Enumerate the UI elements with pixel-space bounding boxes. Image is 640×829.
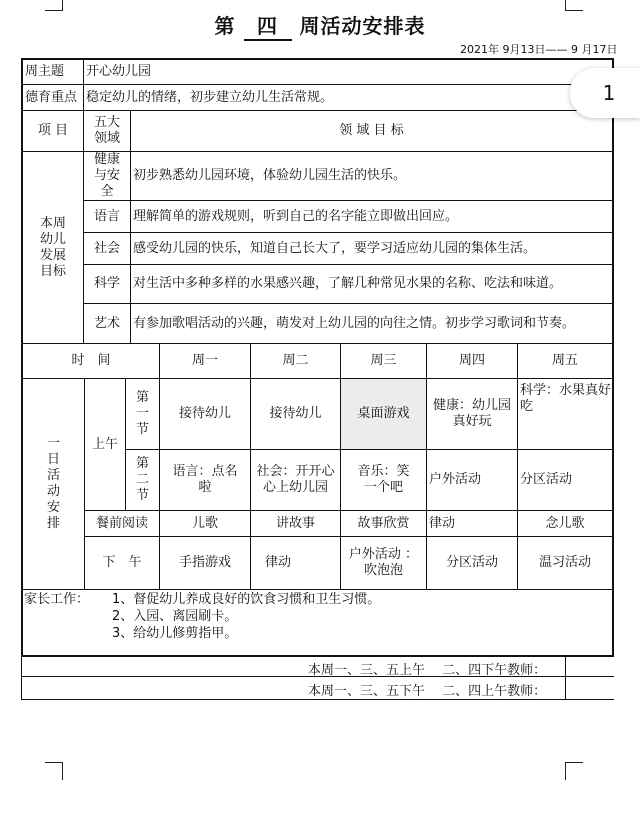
goal-area: 健康与安全	[93, 152, 120, 199]
moral-value: 稳定幼儿的情绪，初步建立幼儿生活常规。	[86, 89, 334, 105]
parents-work-item: 3、给幼儿修剪指甲。	[112, 626, 238, 641]
morning-label: 上午	[91, 436, 118, 452]
session2-cell: 户外活动	[429, 472, 482, 487]
reading-label: 餐前阅读	[95, 515, 148, 531]
goal-text: 初步熟悉幼儿园环境，体验幼儿园生活的快乐。	[133, 168, 407, 183]
crop-mark	[45, 762, 63, 763]
session1-cell: 科学：水果真好吃	[520, 383, 612, 414]
page-number-badge[interactable]: 1	[570, 68, 640, 118]
afternoon-cell: 温习活动	[538, 555, 591, 570]
date-range: 2021年 9月13日—— 9 月17日	[460, 43, 618, 56]
goal-area: 科学	[93, 276, 120, 291]
goal-text: 对生活中多种多样的水果感兴趣，了解几种常见水果的名称、吃法和味道。	[133, 276, 563, 291]
session1-label: 第一节	[136, 390, 150, 437]
reading-cell: 律动	[429, 515, 456, 531]
title-suffix: 周活动安排表	[299, 14, 426, 38]
day-header: 周四	[458, 353, 485, 368]
goal-area: 艺术	[93, 315, 120, 331]
goal-text: 理解简单的游戏规则，听到自己的名字能立即做出回应。	[133, 208, 459, 224]
page-title	[0, 10, 640, 41]
reading-cell: 故事欣赏	[357, 515, 410, 531]
afternoon-cell: 分区活动	[445, 555, 498, 570]
goal-text: 有参加歌唱活动的兴趣，萌发对上幼儿园的向往之情。初步学习歌词和节奏。	[133, 315, 576, 331]
parents-work-label: 家长工作：	[24, 592, 90, 607]
time-label: 时 间	[71, 353, 111, 368]
session1-cell: 接待幼儿	[269, 406, 322, 421]
parents-work-item: 1、督促幼儿养成良好的饮食习惯和卫生习惯。	[112, 592, 381, 607]
goal-area: 语言	[93, 208, 120, 224]
session2-cell: 音乐：笑一个吧	[357, 464, 410, 495]
theme-value: 开心幼儿园	[86, 64, 152, 79]
crop-mark	[565, 762, 566, 780]
title-prefix: 第	[214, 14, 236, 38]
crop-mark	[62, 762, 63, 780]
day-header: 周二	[282, 353, 309, 368]
reading-cell: 讲故事	[275, 515, 315, 531]
crop-mark	[565, 0, 566, 10]
day-header: 周五	[551, 353, 578, 368]
reading-cell: 念儿歌	[545, 515, 585, 531]
week-number: 四	[244, 10, 292, 41]
goals-header-item: 项 目	[37, 123, 69, 138]
goals-header-five-areas: 五大领域	[94, 115, 121, 146]
theme-label: 周主题	[25, 64, 65, 79]
daily-schedule-label: 一日活动安排	[46, 436, 60, 531]
crop-mark	[62, 0, 63, 10]
session1-cell: 健康：幼儿园真好玩	[432, 398, 511, 429]
goal-text: 感受幼儿园的快乐，知道自己长大了，要学习适应幼儿园的集体生活。	[133, 240, 537, 256]
session1-cell: 接待幼儿	[178, 406, 231, 421]
afternoon-cell: 户外活动 ：吹泡泡	[348, 547, 419, 578]
parents-work-item: 2、入园、离园刷卡。	[112, 609, 238, 624]
crop-mark	[565, 762, 583, 763]
session2-cell: 分区活动	[520, 472, 573, 487]
moral-label: 德育重点	[25, 89, 78, 105]
day-header: 周三	[370, 353, 397, 368]
session2-cell: 社会：开开心心上幼儿园	[256, 464, 335, 495]
goal-area: 社会	[93, 240, 120, 256]
afternoon-label: 下 午	[102, 555, 142, 570]
footer-teacher-row: 本周一、三、五下午 二、四上午教师：	[308, 684, 547, 699]
goals-header-area-goals: 领 域 目 标	[339, 123, 404, 138]
afternoon-cell: 手指游戏	[178, 555, 231, 570]
session1-cell: 桌面游戏	[341, 379, 426, 449]
footer-teacher-row: 本周一、三、五上午 二、四下午教师：	[308, 663, 547, 678]
session2-label: 第二节	[136, 456, 150, 503]
goals-row-label: 本周幼儿发展目标	[39, 215, 66, 279]
afternoon-cell: 律动	[265, 555, 292, 570]
reading-cell: 儿歌	[191, 515, 218, 531]
session2-cell: 语言：点名啦	[172, 464, 238, 495]
day-header: 周一	[191, 353, 218, 368]
